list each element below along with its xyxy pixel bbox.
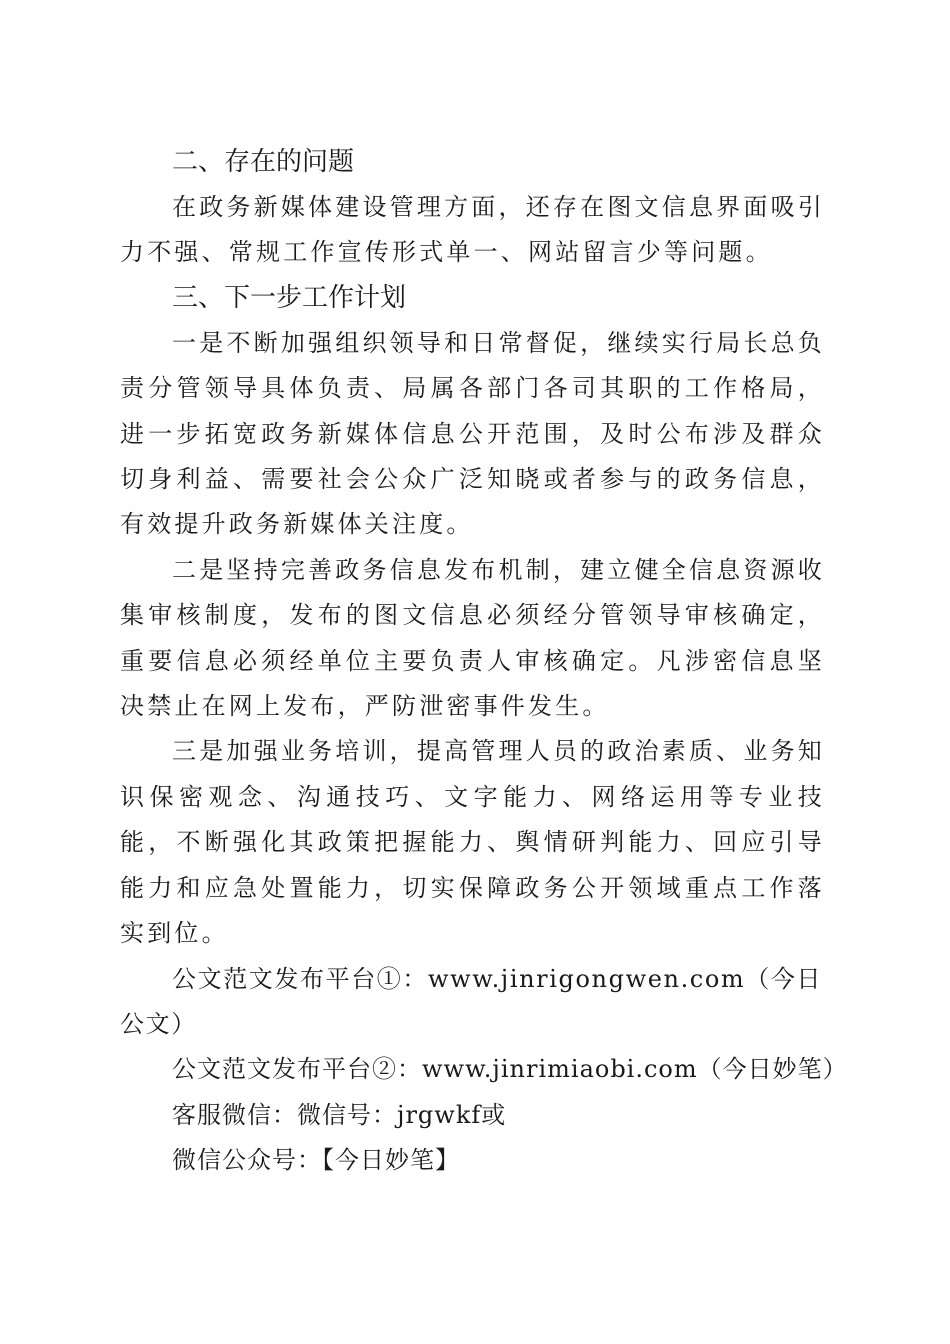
footer-official-account: 微信公众号：【今日妙笔】 — [172, 1146, 460, 1175]
paragraph-plan-2: 二是坚持完善政务信息发布机制，建立健全信息资源收集审核制度，发布的图文信息必须经分管领导审核确定，重要信息必须经单位主要负责人审核确定。凡涉密信息坚决禁止在网上发布，严防泄密事件发生。 — [120, 555, 825, 721]
footer-platform-2: 公文范文发布平台②：www.jinrimiaobi.com（今日妙笔） — [172, 1055, 848, 1084]
footer-platform-1: 公文范文发布平台①：www.jinrigongwen.com（今日公文） — [120, 964, 823, 1038]
paragraph-plan-3: 三是加强业务培训，提高管理人员的政治素质、业务知识保密观念、沟通技巧、文字能力、网络运用等专业技能，不断强化其政策把握能力、舆情研判能力、回应引导能力和应急处置能力，切实保障政务公开领域重点工作落实到位。 — [120, 737, 825, 948]
document-body — [120, 140, 848, 1184]
footer-service-wechat: 客服微信：微信号：jrgwkf或 — [172, 1100, 507, 1129]
section-heading-plan: 三、下一步工作计划 — [172, 282, 407, 313]
paragraph-plan-1: 一是不断加强组织领导和日常督促，继续实行局长总负责分管领导具体负责、局属各部门各司其职的工作格局，进一步拓宽政务新媒体信息公开范围，及时公布涉及群众切身利益、需要社会公众广泛知晓或者参与的政务信息，有效提升政务新媒体关注度。 — [120, 328, 825, 539]
paragraph-problems: 在政务新媒体建设管理方面，还存在图文信息界面吸引力不强、常规工作宣传形式单一、网站留言少等问题。 — [120, 193, 825, 267]
section-heading-problems: 二、存在的问题 — [172, 147, 355, 177]
